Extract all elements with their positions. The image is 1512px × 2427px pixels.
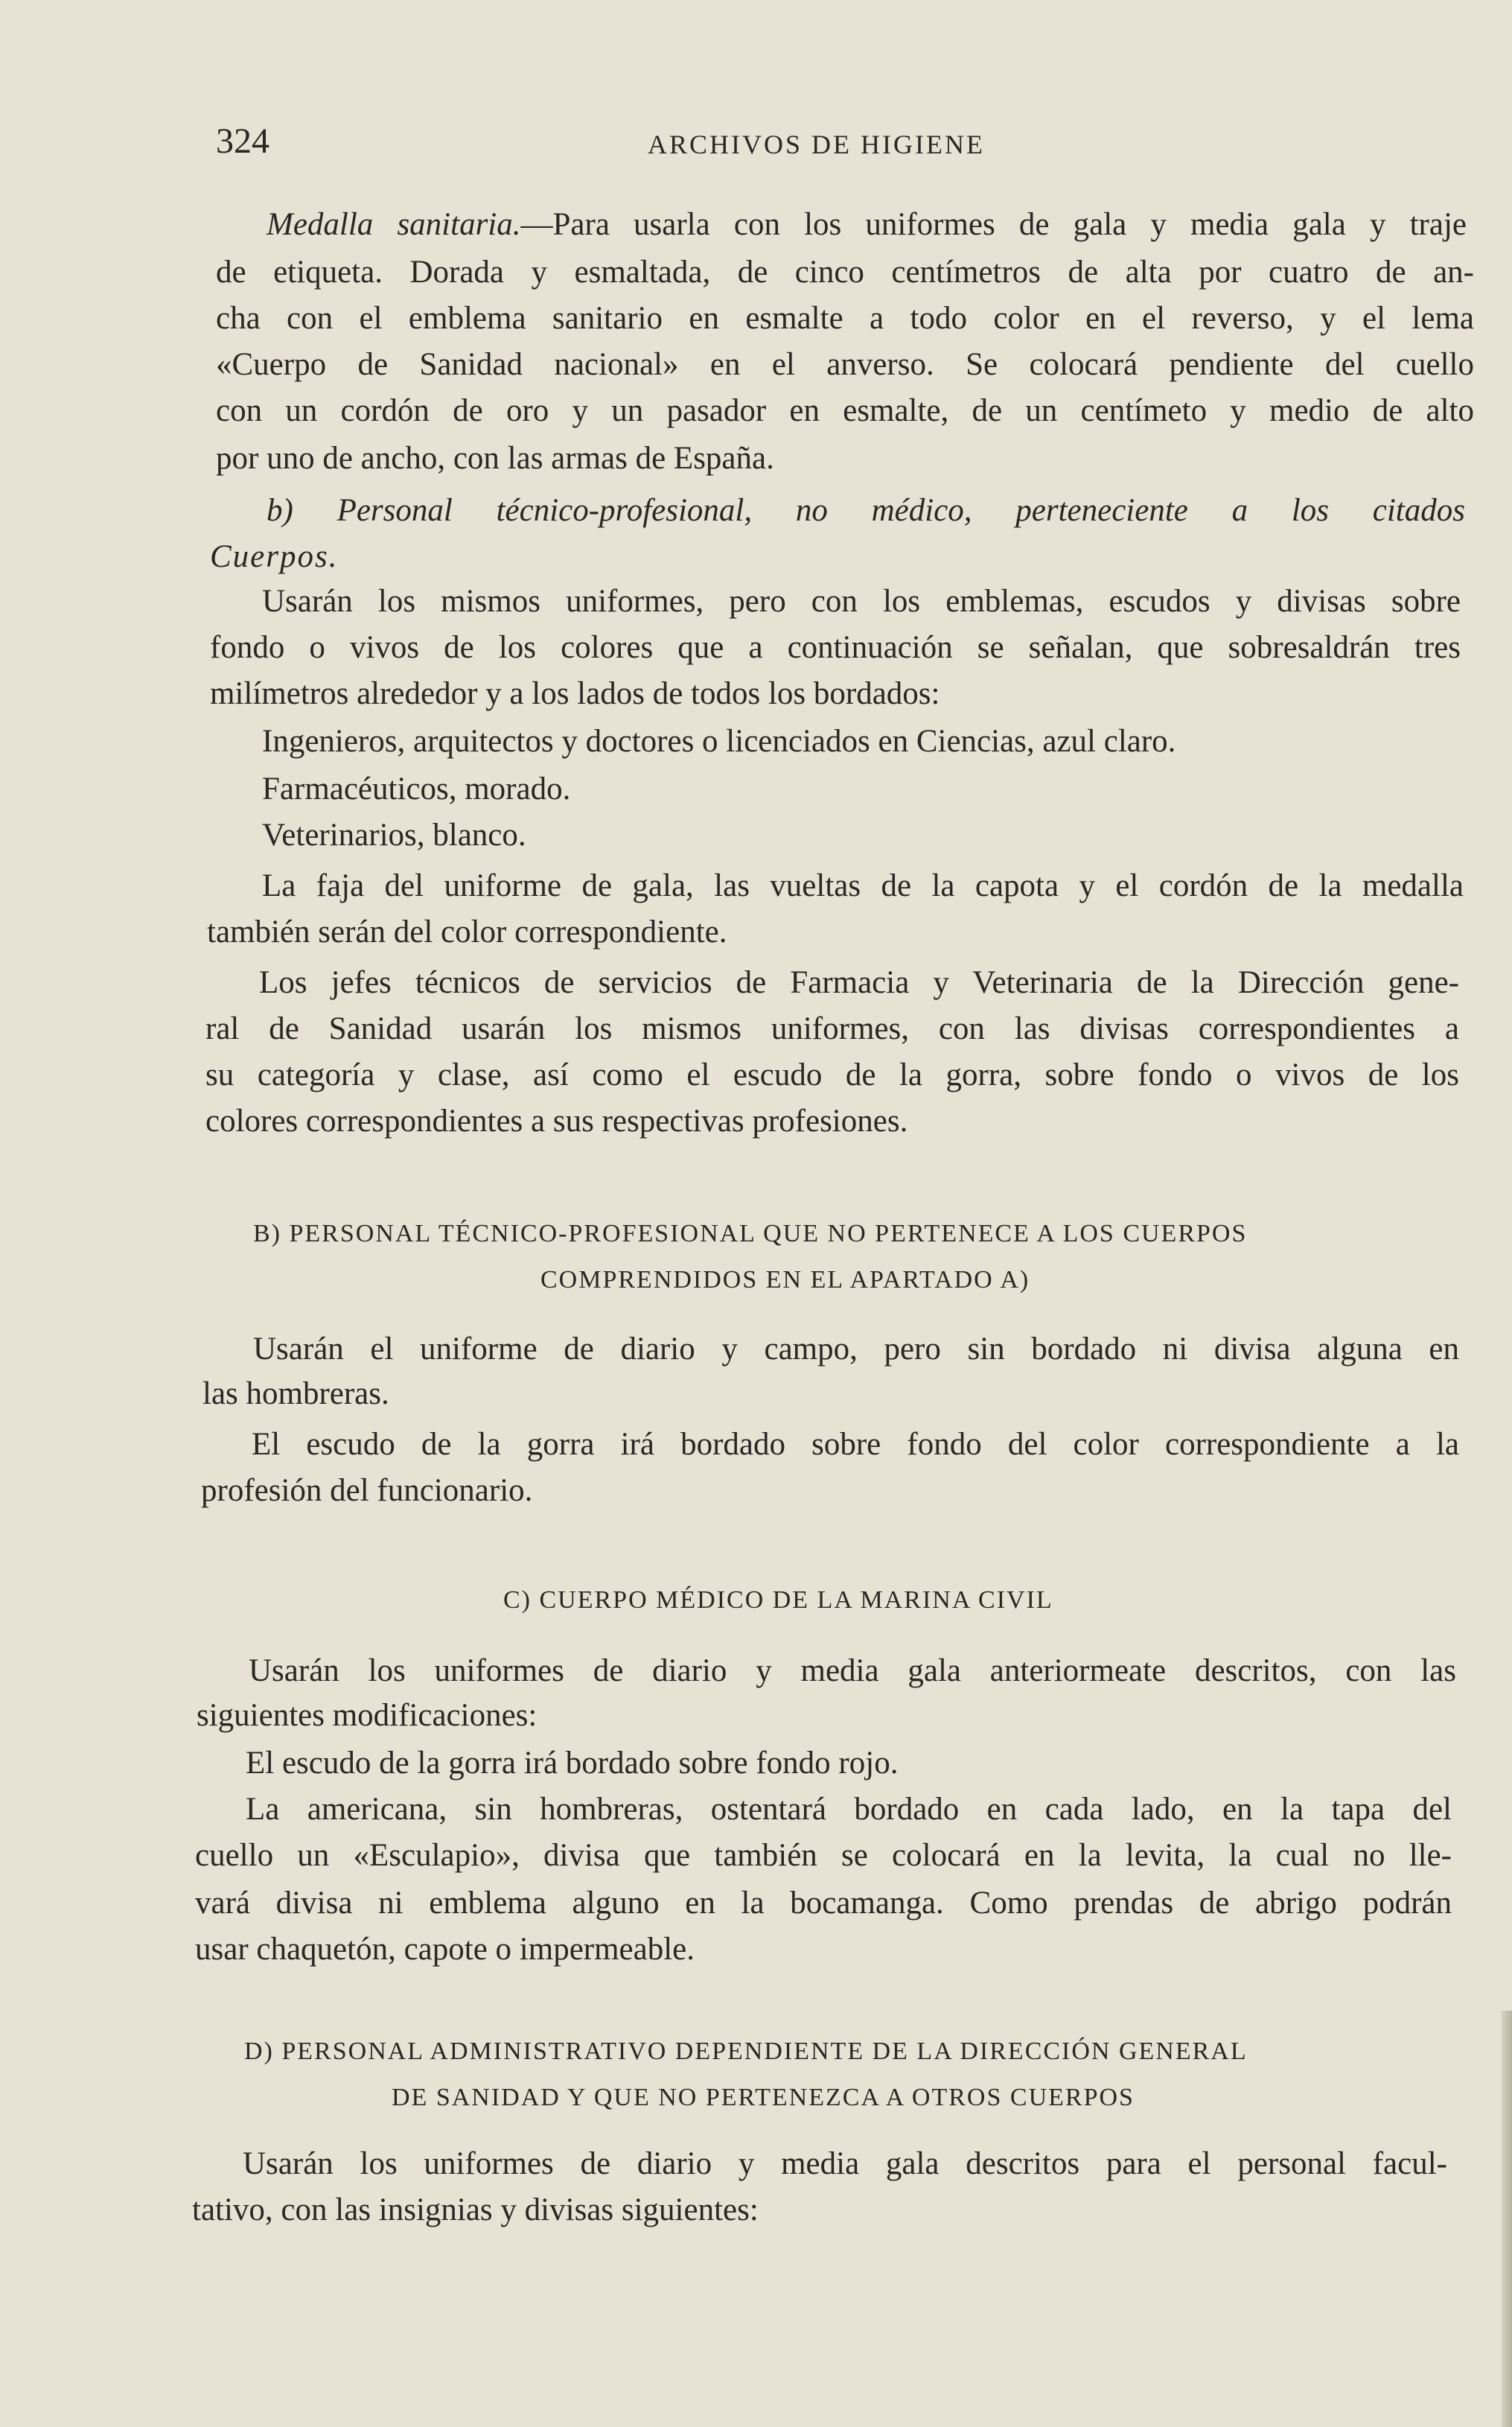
text-line: vará divisa ni emblema alguno en la bocamanga. Como prendas de abrigo podrán <box>195 1886 1452 1921</box>
text-line: cha con el emblema sanitario en esmalte a todo color en el reverso, y el lema <box>216 301 1474 336</box>
text-line: milímetros alrededor y a los lados de todos los bordados: <box>210 676 940 711</box>
text-line <box>267 206 1467 244</box>
text-line: siguientes modificaciones: <box>197 1698 538 1733</box>
subheading-line: b) Personal técnico-profesional, no médico, perteneciente a los citados <box>267 493 1465 528</box>
section-b-heading: B) PERSONAL TÉCNICO-PROFESIONAL QUE NO PERTENECE A LOS CUERPOS <box>253 1220 1248 1247</box>
text-line: también serán del color correspondiente. <box>207 915 727 950</box>
text-line: las hombreras. <box>202 1376 389 1411</box>
text-line: profesión del funcionario. <box>201 1473 533 1508</box>
text-line: colores correspondientes a sus respectivas profesiones. <box>205 1104 908 1139</box>
text-line: fondo o vivos de los colores que a continuación se señalan, que sobresaldrán tres <box>210 630 1461 665</box>
text-line: El escudo de la gorra irá bordado sobre fondo rojo. <box>246 1746 899 1781</box>
text-line: La faja del uniforme de gala, las vueltas de la capota y el cordón de la medalla <box>262 868 1464 903</box>
text-line: ral de Sanidad usarán los mismos uniformes, con las divisas correspondientes a <box>205 1011 1459 1046</box>
text-line: Los jefes técnicos de servicios de Farmacia y Veterinaria de la Dirección gene- <box>259 965 1459 1000</box>
section-d-heading: DE SANIDAD Y QUE NO PERTENEZCA A OTROS CUERPOS <box>392 2084 1135 2111</box>
medalla-lead: Medalla sanitaria. <box>267 207 521 242</box>
page-number: 324 <box>216 121 269 161</box>
text-line: Usarán los uniformes de diario y media gala anteriormeate descritos, con las <box>249 1653 1456 1688</box>
text-line: Veterinarios, blanco. <box>262 818 526 853</box>
text-line: con un cordón de oro y un pasador en esmalte, de un centímeto y medio de alto <box>216 393 1474 428</box>
text-line: de etiqueta. Dorada y esmaltada, de cinco centímetros de alta por cuatro de an- <box>216 255 1474 290</box>
text-line: Usarán el uniforme de diario y campo, pero sin bordado ni divisa alguna en <box>253 1332 1459 1367</box>
subheading-line: Cuerpos. <box>210 539 339 574</box>
section-c-heading: C) CUERPO MÉDICO DE LA MARINA CIVIL <box>503 1586 1053 1614</box>
text-line: «Cuerpo de Sanidad nacional» en el anverso. Se colocará pendiente del cuello <box>216 347 1474 382</box>
running-title: ARCHIVOS DE HIGIENE <box>648 130 985 159</box>
medalla-line-1: —Para usarla con los uniformes de gala y media gala y traje <box>520 207 1467 242</box>
section-b-heading: COMPRENDIDOS EN EL APARTADO A) <box>540 1266 1030 1294</box>
text-line: su categoría y clase, así como el escudo de la gorra, sobre fondo o vivos de los <box>205 1057 1459 1092</box>
section-d-heading: D) PERSONAL ADMINISTRATIVO DEPENDIENTE DE LA DIRECCIÓN GENERAL <box>244 2038 1248 2065</box>
text-line: tativo, con las insignias y divisas siguientes: <box>192 2192 759 2227</box>
text-line: Farmacéuticos, morado. <box>262 772 571 807</box>
text-line: usar chaquetón, capote o impermeable. <box>195 1932 695 1967</box>
text-line: Ingenieros, arquitectos y doctores o licenciados en Ciencias, azul claro. <box>262 724 1176 759</box>
text-line: El escudo de la gorra irá bordado sobre fondo del color correspondiente a la <box>252 1427 1459 1462</box>
page-edge-shadow <box>1502 2011 1512 2427</box>
text-line: cuello un «Esculapio», divisa que también se colocará en la levita, la cual no lle- <box>195 1838 1452 1873</box>
text-line: Usarán los mismos uniformes, pero con los emblemas, escudos y divisas sobre <box>262 584 1461 619</box>
text-line: por uno de ancho, con las armas de España. <box>216 441 774 476</box>
text-line: Usarán los uniformes de diario y media gala descritos para el personal facul- <box>243 2146 1447 2181</box>
text-line: La americana, sin hombreras, ostentará bordado en cada lado, en la tapa del <box>246 1792 1452 1827</box>
